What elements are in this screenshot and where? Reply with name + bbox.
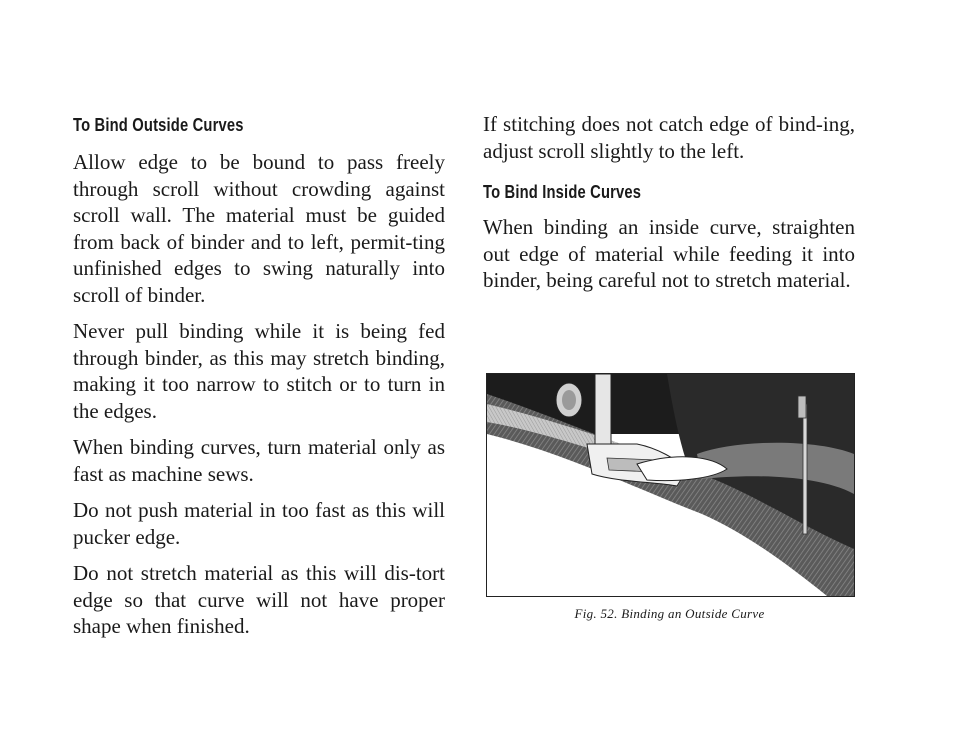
sewing-machine-binder-illustration — [487, 374, 854, 596]
left-column — [73, 113, 445, 640]
paragraph: If stitching does not catch edge of bind-ing, adjust scroll slightly to the left. — [483, 112, 855, 163]
section-heading-inside-curves: To Bind Inside Curves — [483, 182, 642, 202]
right-column — [483, 113, 855, 294]
paragraph: Never pull binding while it is being fed through binder, as this may stretch binding, making it too narrow to stitch or to turn in the edges. — [73, 319, 445, 423]
figure-binding-outside-curve — [486, 373, 855, 597]
paragraph: Allow edge to be bound to pass freely through scroll without crowding against scroll wall. The material must be guided from back of binder and to left, permit-ting unfinished edges to swing naturally into scroll of binder. — [73, 150, 445, 307]
paragraph: Do not push material in too fast as this will pucker edge. — [73, 498, 445, 549]
paragraph: Do not stretch material as this will dis-tort edge so that curve will not have proper shape when finished. — [73, 561, 445, 638]
section-heading-outside-curves: To Bind Outside Curves — [73, 115, 244, 135]
paragraph: When binding curves, turn material only as fast as machine sews. — [73, 435, 445, 486]
paragraph: When binding an inside curve, straighten out edge of material while feeding it into binder, being careful not to stretch material. — [483, 215, 855, 292]
figure-caption: Fig. 52. Binding an Outside Curve — [574, 606, 765, 621]
